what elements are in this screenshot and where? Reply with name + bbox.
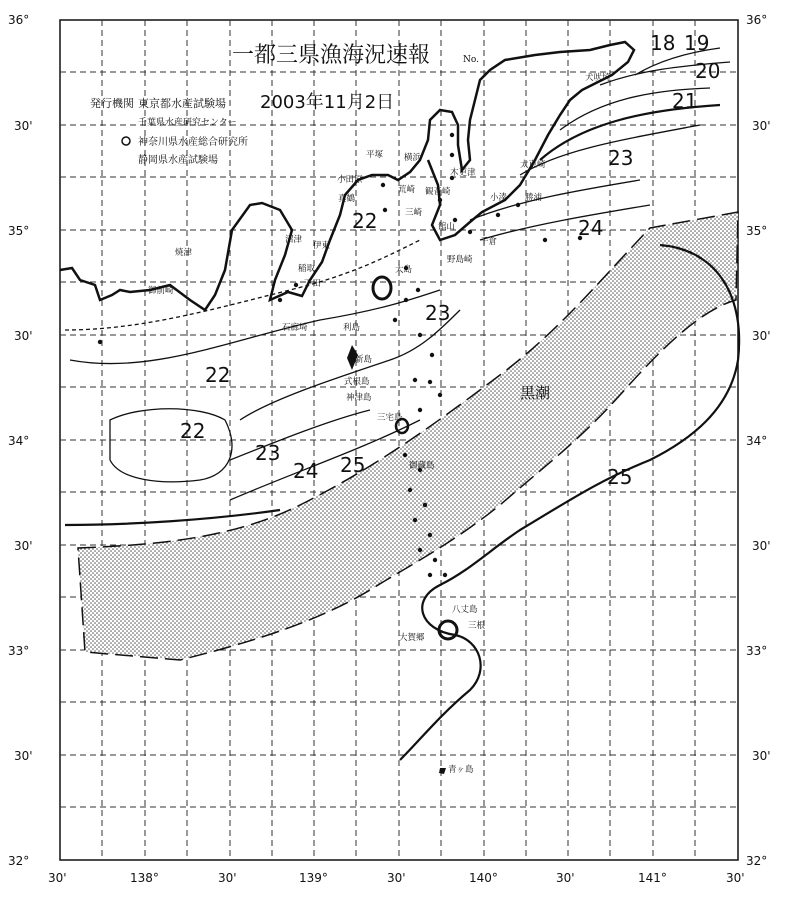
kanagawa-marker <box>122 137 130 145</box>
lat-label-right: 33° <box>746 644 768 658</box>
org-kanagawa: 神奈川県水産総合研究所 <box>138 137 248 148</box>
isotherm-label: 25 <box>340 453 366 477</box>
isotherm-label: 19 <box>684 31 710 55</box>
place-label: 神津島 <box>346 393 372 403</box>
isotherm-label: 20 <box>695 59 721 83</box>
org-chiba: 千葉県水産研究センター <box>138 118 237 128</box>
lat-label-right: 34° <box>746 434 768 448</box>
lon-label: 141° <box>638 871 667 885</box>
lon-label: 140° <box>469 871 498 885</box>
place-label: 木更津 <box>450 168 476 178</box>
place-label: 大賀郷 <box>399 633 425 643</box>
publisher-label: 発行機関 <box>90 97 134 110</box>
lat-label-right: 30' <box>752 539 771 553</box>
lat-label-left: 30' <box>14 329 33 343</box>
lon-label: 30' <box>556 871 575 885</box>
isotherm-label: 25 <box>607 465 633 489</box>
org-tokyo: 東京都水産試験場 <box>138 97 226 110</box>
kuroshio-current-band <box>78 212 738 660</box>
isotherm-label: 22 <box>180 419 206 443</box>
isotherm-label: 22 <box>352 209 378 233</box>
lat-label-right: 36° <box>746 13 768 27</box>
isotherm-label: 24 <box>293 459 319 483</box>
place-label: 焼津 <box>175 248 193 258</box>
place-label: 伊東 <box>313 241 331 251</box>
place-label: 三崎 <box>405 208 423 218</box>
place-label: 平塚 <box>366 150 384 160</box>
latitude-labels-left <box>8 13 33 868</box>
report-date: 2003年11月2日 <box>260 92 395 113</box>
place-label: 荒崎 <box>398 185 416 195</box>
org-shizuoka: 静岡県水産試験場 <box>138 155 218 166</box>
lat-label-right: 32° <box>746 854 768 868</box>
lon-label: 138° <box>130 871 159 885</box>
lat-label-left: 30' <box>14 119 33 133</box>
place-label: 三根 <box>468 621 486 631</box>
hachijo-island <box>439 621 457 639</box>
isotherm-label: 24 <box>578 216 604 240</box>
lat-label-left: 33° <box>8 644 30 658</box>
place-label: 利島 <box>343 323 361 333</box>
place-label: 太東崎 <box>520 160 546 170</box>
isotherm-label: 23 <box>608 146 634 170</box>
place-label: 三宅島 <box>377 413 403 423</box>
lat-label-left: 32° <box>8 854 30 868</box>
lon-label: 30' <box>48 871 67 885</box>
latitude-labels-right <box>746 13 771 868</box>
isotherm-label: 22 <box>205 363 231 387</box>
isotherm-label: 21 <box>672 89 698 113</box>
lon-label: 139° <box>299 871 328 885</box>
isotherm-label: 23 <box>425 301 451 325</box>
place-label: 大島 <box>395 265 413 275</box>
lat-label-left: 30' <box>14 749 33 763</box>
place-label: 御蔵島 <box>409 461 435 471</box>
place-label: 石廊埼 <box>282 323 308 333</box>
place-label: 式根島 <box>344 377 370 387</box>
lat-label-right: 30' <box>752 329 771 343</box>
lat-label-right: 30' <box>752 749 771 763</box>
place-label: 青ヶ島 <box>448 765 474 775</box>
lon-label: 30' <box>218 871 237 885</box>
place-label: 真鶴 <box>338 194 356 204</box>
lat-label-left: 30' <box>14 539 33 553</box>
place-label: 新島 <box>355 355 373 365</box>
lat-label-left: 36° <box>8 13 30 27</box>
place-label: 勝浦 <box>525 193 543 203</box>
report-no: No. <box>463 55 479 65</box>
place-label: 犬吠埼 <box>585 73 611 83</box>
isotherm-label: 18 <box>650 31 676 55</box>
lat-label-right: 30' <box>752 119 771 133</box>
place-label: 稲取 <box>298 264 316 274</box>
place-label: 沼津 <box>285 235 303 245</box>
izu-oshima <box>373 277 391 299</box>
aogashima-island <box>439 768 446 774</box>
lat-label-right: 35° <box>746 224 768 238</box>
place-label: 下田 <box>304 279 322 289</box>
place-label: 八丈島 <box>452 605 478 615</box>
place-label: 御前崎 <box>148 286 174 296</box>
lon-label: 30' <box>387 871 406 885</box>
place-label: 千倉 <box>480 237 498 247</box>
place-label: 観音崎 <box>425 187 451 197</box>
isotherm-label: 23 <box>255 441 281 465</box>
lon-label: 30' <box>726 871 745 885</box>
place-label: 横浜 <box>404 153 422 163</box>
lat-label-left: 34° <box>8 434 30 448</box>
map-title: 一都三県漁海況速報 <box>232 43 431 68</box>
kuroshio-label: 黒潮 <box>520 384 551 402</box>
place-label: 館山 <box>438 222 456 232</box>
place-label: 小湊 <box>490 193 508 203</box>
longitude-labels <box>48 871 745 885</box>
place-label: 小田原 <box>337 175 363 185</box>
lat-label-left: 35° <box>8 224 30 238</box>
place-label: 野島崎 <box>447 255 473 265</box>
